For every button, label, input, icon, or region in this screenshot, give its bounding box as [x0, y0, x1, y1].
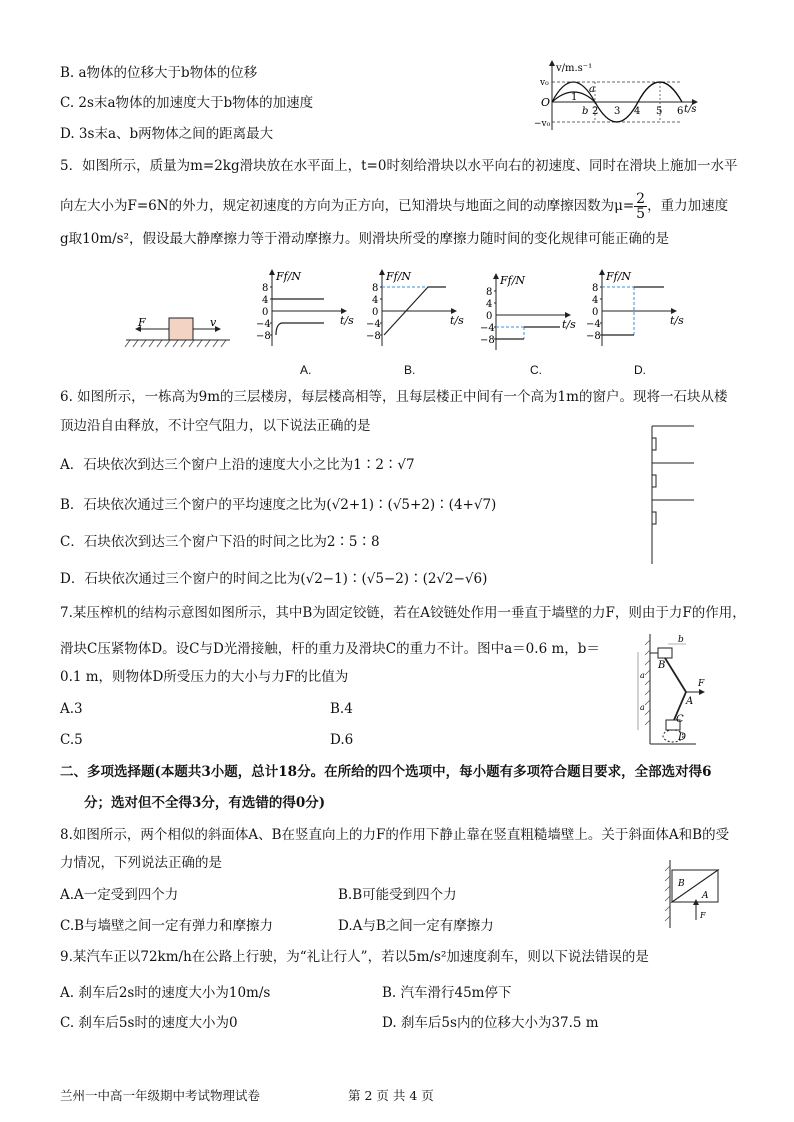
svg-text:F: F	[698, 679, 705, 689]
svg-text:0: 0	[486, 311, 493, 322]
q5-option-c-label: C.	[530, 363, 542, 377]
q5-graph-c	[476, 270, 584, 354]
q9-option-c: C. 刹车后5s时的速度大小为0	[60, 1015, 238, 1031]
q7-option-a: A.3	[60, 701, 83, 717]
svg-text:4: 4	[486, 299, 493, 310]
q7-option-c: C.5	[60, 732, 83, 748]
svg-text:4: 4	[372, 295, 379, 306]
q7-line2: 滑块C压紧物体D。设C与D光滑接触，杆的重力及滑块C的重力不计。图中a＝0.6 m，b＝	[60, 641, 600, 657]
svg-text:−4: −4	[366, 319, 381, 330]
svg-text:0: 0	[592, 307, 599, 318]
q6-option-c: C．石块依次到达三个窗户下沿的时间之比为2∶5∶8	[60, 534, 380, 550]
q5-graph-a	[252, 266, 360, 350]
svg-text:F: F	[700, 911, 706, 920]
q7-option-d: D.6	[330, 732, 354, 748]
q8-option-c: C.B与墙壁之间一定有弹力和摩擦力	[60, 918, 274, 934]
q5-line1: 5．如图所示，质量为m=2kg滑块放在水平面上，t=0时刻给滑块以水平向右的初速度、同时在滑块上施加一水平	[60, 158, 738, 174]
svg-text:8: 8	[372, 283, 379, 294]
q4-option-d: D. 3s末a、b两物体之间的距离最大	[60, 126, 274, 142]
svg-text:−4: −4	[480, 323, 495, 334]
q9-option-a: A. 刹车后2s时的速度大小为10m/s	[60, 985, 271, 1001]
svg-text:−8: −8	[480, 335, 495, 346]
q8-wedge-figure	[656, 858, 726, 930]
q5-d-xlabel: t/s	[670, 314, 684, 327]
q4-option-b: B. a物体的位移大于b物体的位移	[60, 65, 258, 81]
q5-block-diagram	[124, 314, 232, 354]
q5-a-ylabel: Ff/N	[276, 270, 302, 283]
section2-title-line2: 分；选对但不全得3分，有选错的得0分)	[84, 795, 326, 811]
q4-tick-6: 6	[677, 106, 684, 117]
svg-text:8: 8	[592, 283, 599, 294]
q4-tick-2: 2	[592, 106, 599, 117]
q4-curve-b-label: b	[582, 106, 589, 117]
q4-graph-xlabel: t/s	[684, 104, 697, 115]
q5-option-d-label: D.	[634, 363, 646, 377]
footer-school: 兰州一中高一年级期中考试物理试卷	[60, 1088, 261, 1103]
q5-line2-tail: ，重力加速度	[647, 198, 729, 214]
q9-option-b: B. 汽车滑行45m停下	[382, 985, 512, 1001]
q4-vt-graph	[532, 58, 704, 136]
svg-text:B: B	[658, 660, 666, 671]
section2-title-line1: 二、多项选择题(本题共3小题，总计18分。在所给的四个选项中，每小题有多项符合题目要求，全部选对得6	[60, 764, 712, 780]
q5-option-a-label: A.	[300, 363, 312, 377]
q5-graph-d	[582, 266, 690, 350]
q4-graph-ylabel: v/m.s⁻¹	[556, 63, 593, 74]
q5-force-label: F	[138, 316, 146, 329]
svg-text:−4: −4	[256, 319, 271, 330]
q6-building-figure	[646, 424, 696, 566]
q4-tick-1: 1	[571, 92, 578, 103]
q7-press-figure	[636, 630, 716, 750]
q8-option-a: A.A一定受到四个力	[60, 887, 179, 903]
svg-text:C: C	[676, 714, 684, 725]
svg-text:B: B	[678, 879, 685, 889]
q5-d-ylabel: Ff/N	[606, 270, 632, 283]
q6-line1: 6. 如图所示，一栋高为9m的三层楼房，每层楼高相等，且每层楼正中间有一个高为1m的窗户。现将一石块从楼	[60, 389, 728, 405]
svg-text:8: 8	[486, 287, 493, 298]
svg-text:−8: −8	[366, 331, 381, 342]
q6-option-a: A．石块依次到达三个窗户上沿的速度大小之比为1∶2∶√7	[60, 457, 415, 473]
svg-text:−8: −8	[256, 331, 271, 342]
q5-graph-b	[362, 266, 470, 350]
q4-option-c: C. 2s末a物体的加速度大于b物体的加速度	[60, 95, 314, 111]
q5-line2-text: 向左大小为F=6N的外力，规定初速度的方向为正方向，已知滑块与地面之间的动摩擦因数为μ=	[60, 198, 635, 214]
svg-text:0: 0	[262, 307, 269, 318]
q4-graph-origin: O	[541, 96, 551, 109]
svg-text:b: b	[678, 635, 684, 645]
q5-option-b-label: B.	[404, 363, 416, 377]
svg-text:8: 8	[262, 283, 269, 294]
q4-graph-v0: v₀	[540, 78, 549, 88]
svg-text:−8: −8	[586, 331, 601, 342]
svg-text:A: A	[702, 891, 709, 901]
q6-option-d: D．石块依次通过三个窗户的时间之比为(√2−1)∶(√5−2)∶(2√2−√6)	[60, 571, 488, 587]
footer-page-number: 第 2 页 共 4 页	[348, 1088, 434, 1103]
svg-text:A: A	[686, 696, 694, 707]
q4-tick-3: 3	[614, 106, 621, 117]
q9-line1: 9.某汽车正以72km/h在公路上行驶，为“礼让行人”，若以5m/s²加速度刹车，则以下说法错误的是	[60, 949, 649, 965]
svg-text:−4: −4	[586, 319, 601, 330]
q5-mu-fraction: $\frac{2}{5}$	[636, 191, 646, 222]
q4-tick-5: 5	[656, 106, 663, 117]
q8-line1: 8.如图所示，两个相似的斜面体A、B在竖直向上的力F的作用下静止靠在竖直粗糙墙壁上。关于斜面体A和B的受	[60, 827, 730, 843]
q6-option-b: B．石块依次通过三个窗户的平均速度之比为(√2+1)∶(√5+2)∶(4+√7)	[60, 497, 497, 513]
q5-b-xlabel: t/s	[450, 314, 464, 327]
q5-a-xlabel: t/s	[340, 314, 354, 327]
q8-line2: 力情况，下列说法正确的是	[60, 855, 222, 871]
svg-text:0: 0	[372, 307, 379, 318]
svg-text:4: 4	[262, 295, 269, 306]
q8-option-b: B.B可能受到四个力	[338, 887, 457, 903]
svg-text:a: a	[640, 671, 645, 680]
q5-c-xlabel: t/s	[562, 318, 576, 331]
q4-graph-neg-v0: −v₀	[534, 119, 551, 129]
q7-line1: 7.某压榨机的结构示意图如图所示，其中B为固定铰链，若在A铰链处作用一垂直于墙壁的力F，则由于力F的作用，	[60, 605, 746, 621]
q7-line3: 0.1 m，则物体D所受压力的大小与力F的比值为	[60, 669, 349, 685]
q5-line2	[60, 192, 728, 221]
q8-option-d: D.A与B之间一定有摩擦力	[338, 918, 494, 934]
svg-text:a: a	[640, 703, 645, 712]
q5-b-ylabel: Ff/N	[386, 270, 412, 283]
q5-velocity-label: v	[210, 316, 217, 329]
q5-line3: g取10m/s²，假设最大静摩擦力等于滑动摩擦力。则滑块所受的摩擦力随时间的变化规律可能正确的是	[60, 231, 670, 247]
q4-curve-a-label: a	[589, 84, 595, 95]
svg-text:4: 4	[592, 295, 599, 306]
q7-option-b: B.4	[330, 701, 353, 717]
q4-tick-4: 4	[634, 106, 641, 117]
q6-line2: 顶边沿自由释放，不计空气阻力，以下说法正确的是	[60, 418, 371, 434]
q5-c-ylabel: Ff/N	[500, 274, 526, 287]
q9-option-d: D. 刹车后5s内的位移大小为37.5 m	[382, 1015, 599, 1031]
svg-text:D: D	[678, 732, 687, 743]
